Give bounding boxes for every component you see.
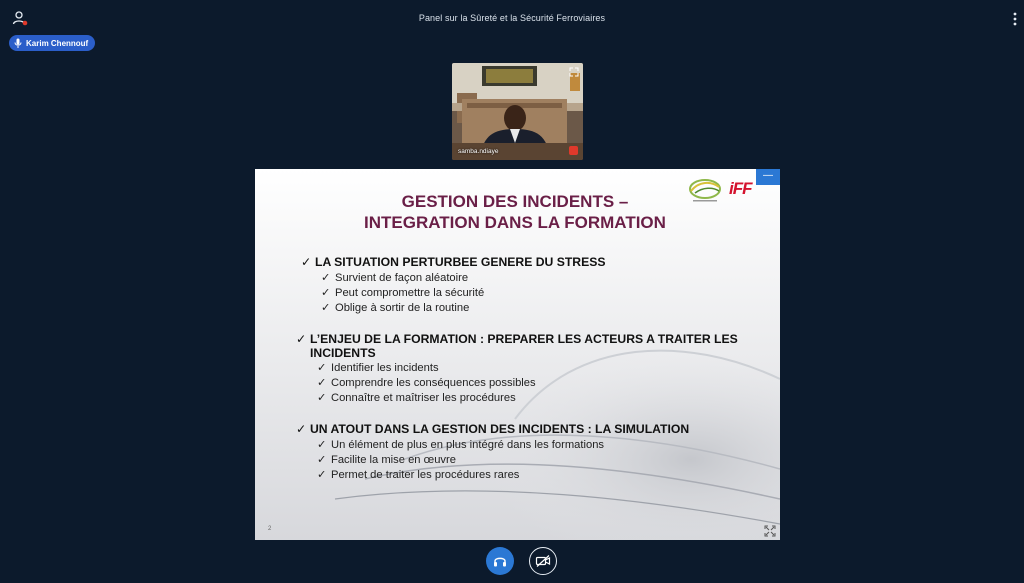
list-item: ✓ Oblige à sortir de la routine <box>321 302 470 314</box>
slide-page-number: 2 <box>268 526 272 532</box>
active-speaker-badge <box>9 35 95 51</box>
shared-presentation-slide <box>255 169 780 540</box>
more-options-icon[interactable] <box>1012 12 1018 26</box>
section-1-heading: ✓ LA SITUATION PERTURBEE GENERE DU STRESS <box>301 255 606 269</box>
meeting-title: Panel sur la Sûreté et la Sécurité Ferroviaires <box>418 13 606 23</box>
fullscreen-icon[interactable] <box>764 525 776 537</box>
organization-logo-icon <box>685 175 725 205</box>
section-2-heading-continued: INCIDENTS <box>310 346 376 360</box>
camera-off-icon <box>535 554 551 568</box>
meeting-topbar <box>0 0 1024 36</box>
microphone-icon <box>14 38 22 48</box>
slide-title-line-1: GESTION DES INCIDENTS – <box>401 192 629 211</box>
list-item: ✓ Identifier les incidents <box>317 362 439 374</box>
expand-video-icon[interactable] <box>569 67 579 77</box>
muted-badge-icon <box>569 146 578 155</box>
iff-logo: iFF <box>729 179 752 198</box>
list-item: ✓ Comprendre les conséquences possibles <box>317 377 536 389</box>
list-item: ✓ Facilite la mise en œuvre <box>317 454 456 466</box>
audio-button[interactable] <box>486 547 514 575</box>
participant-name: samba.ndiaye <box>458 148 499 155</box>
active-speaker-name: Karim Chennouf <box>26 38 89 48</box>
section-3-heading: ✓ UN ATOUT DANS LA GESTION DES INCIDENTS : LA SIMULATION <box>296 422 690 436</box>
headphones-icon <box>493 554 507 568</box>
participant-video-tile[interactable] <box>452 63 583 160</box>
camera-button[interactable] <box>529 547 557 575</box>
participant-video-feed <box>452 63 583 160</box>
list-item: ✓ Un élément de plus en plus intégré dans les formations <box>317 439 605 451</box>
list-item: ✓ Survient de façon aléatoire <box>321 272 469 284</box>
section-2-heading: ✓ L’ENJEU DE LA FORMATION : PREPARER LES ACTEURS A TRAITER LES <box>296 332 738 346</box>
slide-title-line-2: INTEGRATION DANS LA FORMATION <box>364 213 666 232</box>
list-item: ✓ Connaître et maîtriser les procédures <box>317 392 516 404</box>
list-item: ✓ Peut compromettre la sécurité <box>321 287 485 299</box>
collapse-slide-button[interactable]: — <box>756 169 780 185</box>
list-item: ✓ Permet de traiter les procédures rares <box>317 469 520 481</box>
